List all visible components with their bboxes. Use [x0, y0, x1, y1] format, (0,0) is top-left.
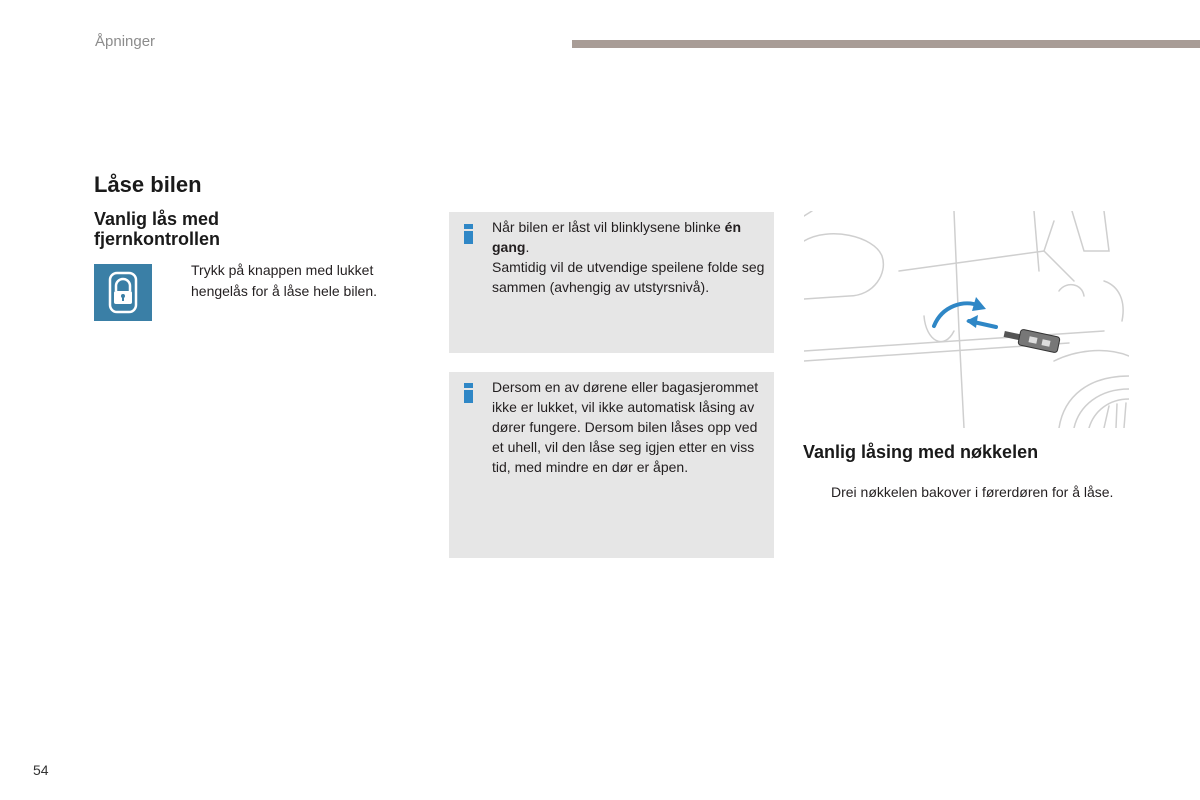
bullet-text: Drei nøkkelen bakover i førerdøren for å låse. — [831, 484, 1114, 500]
info-icon — [464, 224, 473, 244]
chapter-title: Åpninger — [95, 33, 156, 50]
bullet-lock-key — [804, 482, 1124, 503]
info-icon — [464, 383, 473, 403]
car-door-key-illustration — [804, 211, 1129, 428]
info-text: Dersom en av dørene eller bagasjerommet ikke er lukket, vil ikke automatisk låsing av dører fungere. Dersom bilen låses opp ved et uhell, vil den låse seg igjen etter en viss tid, med mindre en dør er åpen. — [492, 379, 759, 475]
info-box-indicators — [449, 212, 774, 353]
bullet-text: Trykk på knappen med lukket hengelås for å låse hele bilen. — [191, 262, 378, 299]
header-bar — [572, 40, 1200, 48]
bullet-lock-remote — [164, 260, 414, 302]
info-box-door-warning — [449, 372, 774, 558]
page-title: Låse bilen — [94, 172, 202, 197]
info-text: Når bilen er låst vil blinklysene blinke én gang. Samtidig vil de utvendige speilene folde seg sammen (avhengig av utstyrsnivå). — [492, 219, 765, 295]
page-number: 54 — [33, 762, 49, 778]
padlock-closed-icon — [94, 264, 152, 321]
section-subtitle-remote: Vanlig lås med fjernkontrollen — [94, 209, 221, 249]
section-title-key: Vanlig låsing med nøkkelen — [803, 442, 1039, 462]
lock-button-illustration — [94, 264, 152, 321]
